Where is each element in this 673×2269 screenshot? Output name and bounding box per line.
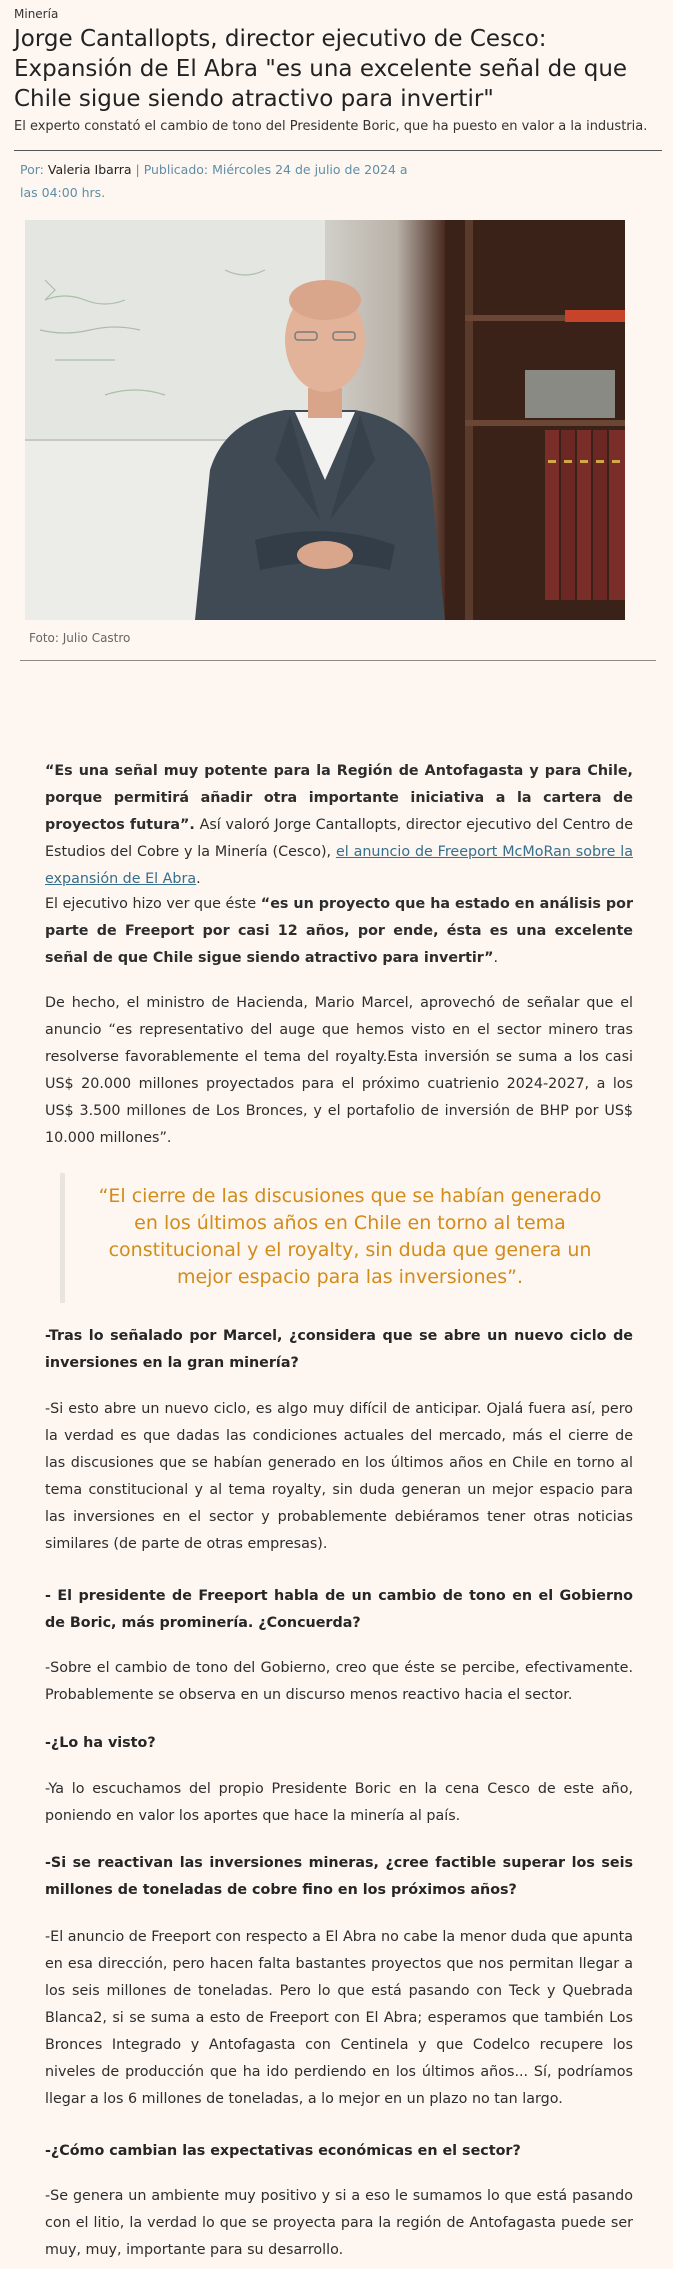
author-name[interactable]: Valeria Ibarra: [47, 162, 132, 177]
qa-1-answer-block: [45, 1396, 633, 1558]
paragraph-2-block: [45, 891, 633, 972]
qa-5-answer-block: [45, 2183, 633, 2264]
question-1: -Tras lo señalado por Marcel, ¿considera que se abre un nuevo ciclo de inversiones en la gran minería?: [45, 1328, 633, 1371]
answer-3: -Ya lo escuchamos del propio Presidente Boric en la cena Cesco de este año, poniendo en valor los aportes que hace la minería al país.: [45, 1781, 633, 1824]
pull-quote-text: “El cierre de las discusiones que se habían generado en los últimos años en Chile en torno al tema constitucional y el royalty, sin duda que genera un mejor espacio para las inversiones”.: [98, 1185, 602, 1288]
section-label[interactable]: Minería: [14, 7, 59, 21]
qa-1-question-block: [45, 1323, 633, 1377]
pull-quote: [60, 1173, 635, 1303]
question-2: - El presidente de Freeport habla de un cambio de tono en el Gobierno de Boric, más prominería. ¿Concuerda?: [45, 1588, 633, 1631]
qa-3-question-block: [45, 1730, 633, 1757]
question-5: -¿Cómo cambian las expectativas económicas en el sector?: [45, 2143, 521, 2159]
qa-2-answer-block: [45, 1655, 633, 1709]
lead-text: Así valoró Jorge Cantallopts, director ejecutivo del Centro de Estudios del Cobre y la Minería (Cesco),: [45, 817, 633, 860]
question-3: -¿Lo ha visto?: [45, 1735, 156, 1751]
published-date: Miércoles 24 de julio de 2024 a las 04:00 hrs.: [20, 162, 408, 200]
photo-credit: Foto: Julio Castro: [29, 631, 131, 645]
answer-1: -Si esto abre un nuevo ciclo, es algo muy difícil de anticipar. Ojalá fuera así, pero la verdad es que dadas las condiciones actuales del mercado, más el cierre de las discusiones que se habían generado en los últimos años en Chile en torno al tema constitucional y al tema royalty, sin duda generan un mejor espacio para las inversiones en el sector y probablemente debiéramos tener otras noticias similares (de parte de otras empresas).: [45, 1401, 633, 1552]
lead-quote: “Es una señal muy potente para la Región de Antofagasta y para Chile, porque permitirá añadir otra importante iniciativa a la cartera de proyectos futura”.: [45, 763, 633, 833]
p2-text: El ejecutivo hizo ver que éste: [45, 896, 261, 912]
paragraph-3: De hecho, el ministro de Hacienda, Mario Marcel, aprovechó de señalar que el anuncio “es representativo del auge que hemos visto en el sector minero tras resolverse favorablemente el tema del royalty.Esta inversión se suma a los casi US$ 20.000 millones proyectados para el próximo cuatrienio 2024-2027, a los US$ 3.500 millones de Los Bronces, y el portafolio de inversión de BHP por US$ 10.000 millones”.: [45, 995, 633, 1146]
p2-end: .: [493, 950, 499, 966]
question-4: -Si se reactivan las inversiones mineras, ¿cree factible superar los seis millones de toneladas de cobre fino en los próximos años?: [45, 1855, 633, 1898]
qa-4-answer-block: [45, 1924, 633, 2113]
published-label: Publicado:: [143, 162, 213, 177]
byline: [20, 158, 420, 204]
qa-3-answer-block: [45, 1776, 633, 1830]
answer-2: -Sobre el cambio de tono del Gobierno, creo que éste se percibe, efectivamente. Probablemente se observa en un discurso menos reactivo hacia el sector.: [45, 1660, 633, 1703]
paragraph-3-block: [45, 990, 633, 1152]
article-photo: [25, 220, 625, 620]
photo-divider: [20, 660, 656, 661]
byline-separator: |: [131, 162, 144, 177]
qa-5-question-block: [45, 2138, 633, 2165]
lead-end: .: [196, 871, 201, 887]
portrait-illustration: [25, 220, 625, 620]
p2-quote: “es un proyecto que ha estado en análisis por parte de Freeport por casi 12 años, por ende, ésta es una excelente señal de que Chile sigue siendo atractivo para invertir”: [45, 896, 634, 966]
headline: Jorge Cantallopts, director ejecutivo de Cesco: Expansión de El Abra "es una excelente señal de que Chile sigue siendo atractivo para invertir": [14, 26, 628, 112]
article-body: [45, 758, 633, 893]
qa-2-question-block: [45, 1583, 633, 1637]
byline-by-label: Por:: [20, 162, 48, 177]
answer-5: -Se genera un ambiente muy positivo y si a eso le sumamos lo que está pasando con el litio, la verdad lo que se proyecta para la región de Antofagasta puede ser muy, muy, importante para su desarrollo.: [45, 2188, 633, 2258]
paragraph-1: [45, 758, 633, 893]
freeport-announcement-link[interactable]: el anuncio de Freeport McMoRan sobre la expansión de El Abra: [45, 844, 633, 887]
header-divider: [14, 150, 662, 151]
answer-4: -El anuncio de Freeport con respecto a El Abra no cabe la menor duda que apunta en esa dirección, pero hacen falta bastantes proyectos que nos permitan llegar a los seis millones de toneladas. Pero lo que está pasando con Teck y Quebrada Blanca2, si se suma a esto de Freeport con El Abra; esperamos que también Los Bronces Integrado y Antofagasta con Centinela y que Codelco recupere los niveles de producción que ha ido perdiendo en los últimos años... Sí, podríamos llegar a los 6 millones de toneladas, a lo mejor en un plazo no tan largo.: [45, 1929, 633, 2107]
paragraph-2: [45, 891, 633, 972]
subheadline: El experto constató el cambio de tono del Presidente Boric, que ha puesto en valor a la industria.: [14, 119, 648, 134]
qa-4-question-block: [45, 1850, 633, 1904]
